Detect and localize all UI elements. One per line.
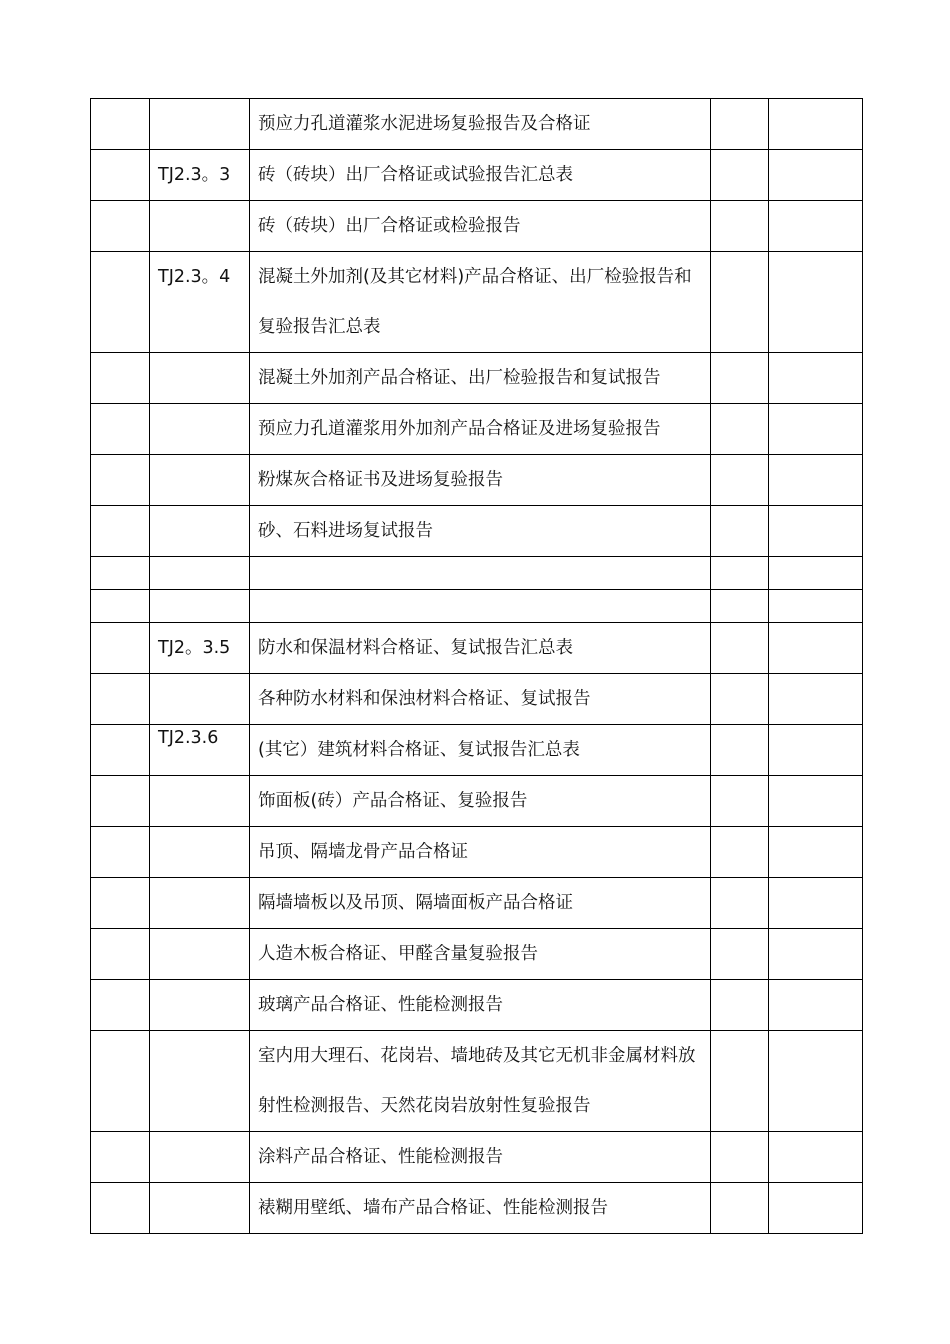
item-name-cell: 砖（砖块）出厂合格证或检验报告 bbox=[250, 201, 711, 252]
blank-cell bbox=[91, 201, 150, 252]
code-cell bbox=[150, 557, 250, 590]
blank-cell bbox=[711, 776, 769, 827]
blank-cell bbox=[711, 878, 769, 929]
code-cell bbox=[150, 725, 250, 776]
table-row bbox=[91, 353, 863, 404]
blank-cell bbox=[769, 590, 863, 623]
code-cell: TJ2.3。4 bbox=[150, 252, 250, 353]
blank-cell bbox=[769, 557, 863, 590]
blank-cell bbox=[91, 623, 150, 674]
table-row bbox=[91, 623, 863, 674]
materials-certificate-table bbox=[90, 98, 863, 1234]
blank-cell bbox=[711, 1183, 769, 1234]
item-name-cell bbox=[250, 590, 711, 623]
item-name-cell: (其它）建筑材料合格证、复试报告汇总表 bbox=[250, 725, 711, 776]
code-cell bbox=[150, 353, 250, 404]
table-row bbox=[91, 506, 863, 557]
table-row bbox=[91, 776, 863, 827]
table-row bbox=[91, 1183, 863, 1234]
code-cell bbox=[150, 404, 250, 455]
blank-cell bbox=[91, 404, 150, 455]
blank-cell bbox=[91, 150, 150, 201]
item-name-cell bbox=[250, 557, 711, 590]
item-name-cell: 室内用大理石、花岗岩、墙地砖及其它无机非金属材料放射性检测报告、天然花岗岩放射性复验报告 bbox=[250, 1031, 711, 1132]
blank-cell bbox=[769, 201, 863, 252]
code-cell bbox=[150, 1132, 250, 1183]
blank-cell bbox=[711, 201, 769, 252]
blank-cell bbox=[91, 1031, 150, 1132]
blank-cell bbox=[769, 878, 863, 929]
table-row bbox=[91, 827, 863, 878]
table-row bbox=[91, 150, 863, 201]
blank-cell bbox=[91, 252, 150, 353]
table-row-empty bbox=[91, 557, 863, 590]
blank-cell bbox=[769, 674, 863, 725]
blank-cell bbox=[711, 252, 769, 353]
blank-cell bbox=[91, 878, 150, 929]
blank-cell bbox=[769, 455, 863, 506]
code-cell bbox=[150, 827, 250, 878]
blank-cell bbox=[91, 674, 150, 725]
table-row-empty bbox=[91, 590, 863, 623]
blank-cell bbox=[711, 506, 769, 557]
item-name-cell: 隔墙墙板以及吊顶、隔墙面板产品合格证 bbox=[250, 878, 711, 929]
blank-cell bbox=[91, 99, 150, 150]
table-row bbox=[91, 201, 863, 252]
code-cell bbox=[150, 878, 250, 929]
blank-cell bbox=[91, 506, 150, 557]
blank-cell bbox=[91, 455, 150, 506]
blank-cell bbox=[91, 557, 150, 590]
table-row bbox=[91, 878, 863, 929]
blank-cell bbox=[711, 1031, 769, 1132]
blank-cell bbox=[769, 353, 863, 404]
item-name-cell: 砂、石料进场复试报告 bbox=[250, 506, 711, 557]
blank-cell bbox=[91, 929, 150, 980]
blank-cell bbox=[769, 1183, 863, 1234]
blank-cell bbox=[91, 827, 150, 878]
blank-cell bbox=[711, 980, 769, 1031]
table-row bbox=[91, 404, 863, 455]
item-name-cell: 人造木板合格证、甲醛含量复验报告 bbox=[250, 929, 711, 980]
blank-cell bbox=[711, 1132, 769, 1183]
blank-cell bbox=[769, 1132, 863, 1183]
blank-cell bbox=[769, 506, 863, 557]
blank-cell bbox=[711, 929, 769, 980]
code-cell bbox=[150, 929, 250, 980]
item-name-cell: 预应力孔道灌浆用外加剂产品合格证及进场复验报告 bbox=[250, 404, 711, 455]
blank-cell bbox=[91, 980, 150, 1031]
item-name-cell: 裱糊用壁纸、墙布产品合格证、性能检测报告 bbox=[250, 1183, 711, 1234]
code-cell bbox=[150, 980, 250, 1031]
item-name-cell: 饰面板(砖）产品合格证、复验报告 bbox=[250, 776, 711, 827]
blank-cell bbox=[769, 623, 863, 674]
blank-cell bbox=[711, 557, 769, 590]
blank-cell bbox=[769, 980, 863, 1031]
code-cell bbox=[150, 506, 250, 557]
blank-cell bbox=[91, 1183, 150, 1234]
code-cell bbox=[150, 201, 250, 252]
table-row bbox=[91, 455, 863, 506]
code-cell bbox=[150, 99, 250, 150]
blank-cell bbox=[769, 99, 863, 150]
blank-cell bbox=[91, 776, 150, 827]
blank-cell bbox=[91, 1132, 150, 1183]
blank-cell bbox=[711, 99, 769, 150]
blank-cell bbox=[769, 929, 863, 980]
code-cell: TJ2。3.5 bbox=[150, 623, 250, 674]
blank-cell bbox=[769, 404, 863, 455]
code-cell bbox=[150, 455, 250, 506]
blank-cell bbox=[91, 590, 150, 623]
item-name-cell: 混凝土外加剂(及其它材料)产品合格证、出厂检验报告和复验报告汇总表 bbox=[250, 252, 711, 353]
item-name-cell: 粉煤灰合格证书及进场复验报告 bbox=[250, 455, 711, 506]
blank-cell bbox=[769, 725, 863, 776]
item-name-cell: 预应力孔道灌浆水泥进场复验报告及合格证 bbox=[250, 99, 711, 150]
table-row bbox=[91, 929, 863, 980]
table-row bbox=[91, 1031, 863, 1132]
blank-cell bbox=[711, 150, 769, 201]
item-name-cell: 混凝土外加剂产品合格证、出厂检验报告和复试报告 bbox=[250, 353, 711, 404]
item-name-cell: 各种防水材料和保浊材料合格证、复试报告 bbox=[250, 674, 711, 725]
table-row bbox=[91, 99, 863, 150]
blank-cell bbox=[711, 353, 769, 404]
code-text: TJ2.3.6 bbox=[158, 728, 219, 748]
blank-cell bbox=[91, 725, 150, 776]
blank-cell bbox=[711, 623, 769, 674]
code-cell: TJ2.3。3 bbox=[150, 150, 250, 201]
item-name-cell: 吊顶、隔墙龙骨产品合格证 bbox=[250, 827, 711, 878]
blank-cell bbox=[769, 1031, 863, 1132]
blank-cell bbox=[769, 827, 863, 878]
blank-cell bbox=[711, 827, 769, 878]
item-name-cell: 砖（砖块）出厂合格证或试验报告汇总表 bbox=[250, 150, 711, 201]
item-name-cell: 防水和保温材料合格证、复试报告汇总表 bbox=[250, 623, 711, 674]
code-cell bbox=[150, 1031, 250, 1132]
code-cell bbox=[150, 674, 250, 725]
blank-cell bbox=[711, 725, 769, 776]
blank-cell bbox=[769, 150, 863, 201]
table-row bbox=[91, 980, 863, 1031]
table-row bbox=[91, 725, 863, 776]
blank-cell bbox=[711, 455, 769, 506]
blank-cell bbox=[711, 674, 769, 725]
blank-cell bbox=[91, 353, 150, 404]
table-row bbox=[91, 252, 863, 353]
item-name-cell: 玻璃产品合格证、性能检测报告 bbox=[250, 980, 711, 1031]
table-row bbox=[91, 674, 863, 725]
code-cell bbox=[150, 590, 250, 623]
blank-cell bbox=[711, 404, 769, 455]
table-row bbox=[91, 1132, 863, 1183]
code-cell bbox=[150, 1183, 250, 1234]
blank-cell bbox=[769, 776, 863, 827]
item-name-cell: 涂料产品合格证、性能检测报告 bbox=[250, 1132, 711, 1183]
code-cell bbox=[150, 776, 250, 827]
blank-cell bbox=[769, 252, 863, 353]
blank-cell bbox=[711, 590, 769, 623]
